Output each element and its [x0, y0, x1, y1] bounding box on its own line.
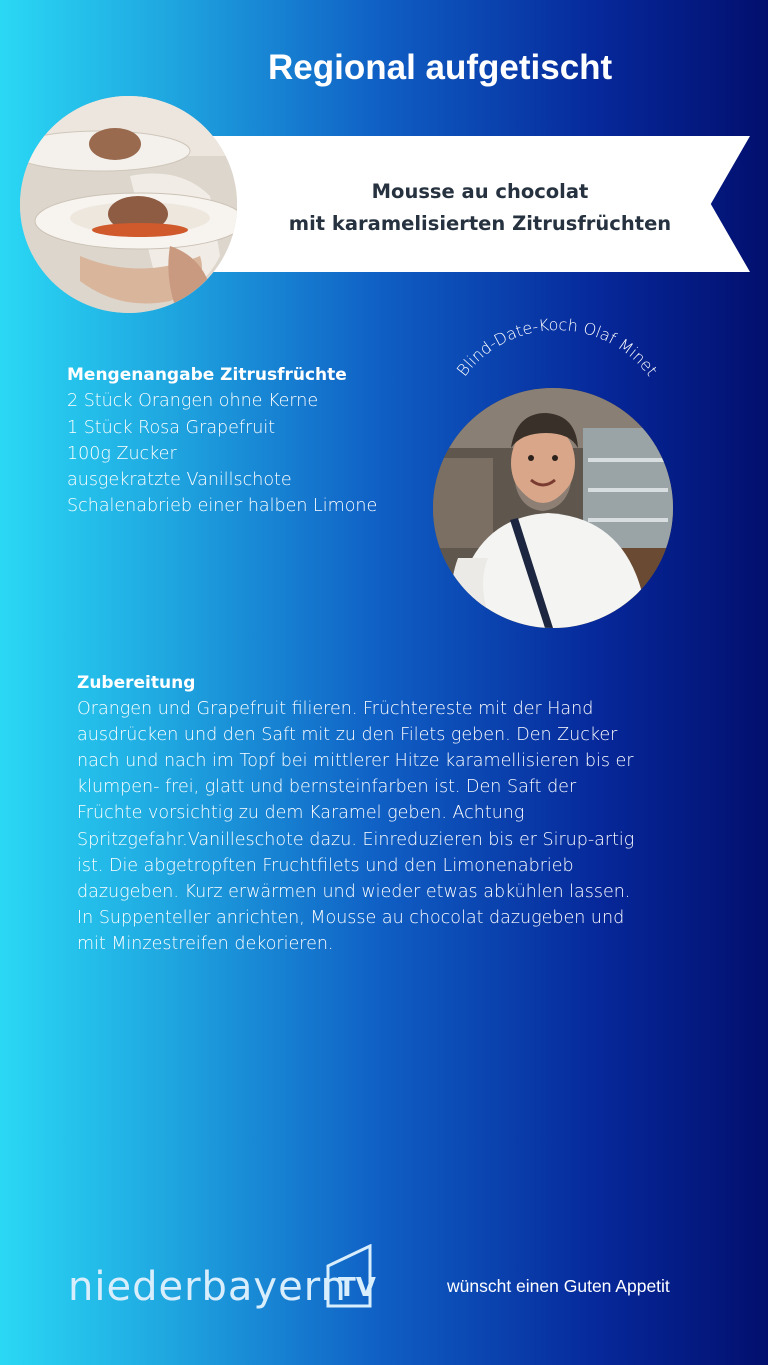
preparation-line: nach und nach im Topf bei mittlerer Hitze karamellisieren bis er: [77, 751, 634, 772]
preparation-section: [77, 670, 697, 957]
preparation-line: klumpen- frei, glatt und bernsteinfarben ist. Den Saft der: [77, 777, 577, 798]
chef-caption: [413, 314, 693, 492]
dish-photo-illustration: [20, 96, 237, 313]
preparation-line: Orangen und Grapefruit filieren. Früchtereste mit der Hand: [77, 699, 594, 720]
ingredient-item: 1 Stück Rosa Grapefruit: [67, 417, 276, 438]
dish-photo: [20, 96, 237, 313]
tagline: wünscht einen Guten Appetit: [447, 1276, 670, 1296]
preparation-line: Spritzgefahr.Vanilleschote dazu. Einreduzieren bis er Sirup-artig: [77, 829, 635, 850]
recipe-title-line-1: Mousse au chocolat: [371, 180, 589, 203]
logo-wordmark: niederbayern: [68, 1264, 347, 1310]
preparation-line: mit Minzestreifen dekorieren.: [77, 933, 334, 954]
svg-text:Blind-Date-Koch Olaf Minet: [453, 315, 662, 380]
preparation-line: ausdrücken und den Saft mit zu den Filets geben. Den Zucker: [77, 725, 618, 746]
ingredient-item: 2 Stück Orangen ohne Kerne: [67, 391, 319, 412]
tv-logo-mark: [318, 1244, 388, 1314]
ingredient-item: 100g Zucker: [67, 443, 177, 464]
niederbayern-tv-logo: [68, 1244, 378, 1314]
chef-caption-text: Blind-Date-Koch Olaf Minet: [452, 314, 662, 380]
preparation-line: dazugeben. Kurz erwärmen und wieder etwas abkühlen lassen.: [77, 881, 631, 902]
banner-text: [250, 176, 710, 240]
ingredients-heading: Mengenangabe Zitrusfrüchte: [67, 365, 347, 385]
tv-logo-mark-text: TV: [338, 1273, 376, 1303]
preparation-line: ist. Die abgetropften Fruchtfilets und den Limonenabrieb: [77, 855, 574, 876]
preparation-heading: Zubereitung: [77, 673, 196, 693]
ingredient-item: Schalenabrieb einer halben Limone: [67, 496, 378, 517]
recipe-title-line-2: mit karamelisierten Zitrusfrüchten: [288, 212, 672, 235]
preparation-line: Früchte vorsichtig zu dem Karamel geben. Achtung: [77, 803, 525, 824]
ingredients-section: [67, 362, 417, 520]
preparation-line: In Suppenteller anrichten, Mousse au chocolat dazugeben und: [77, 907, 625, 928]
page-title: Regional aufgetischt: [268, 48, 613, 87]
ingredient-item: ausgekratzte Vanillschote: [67, 470, 292, 491]
